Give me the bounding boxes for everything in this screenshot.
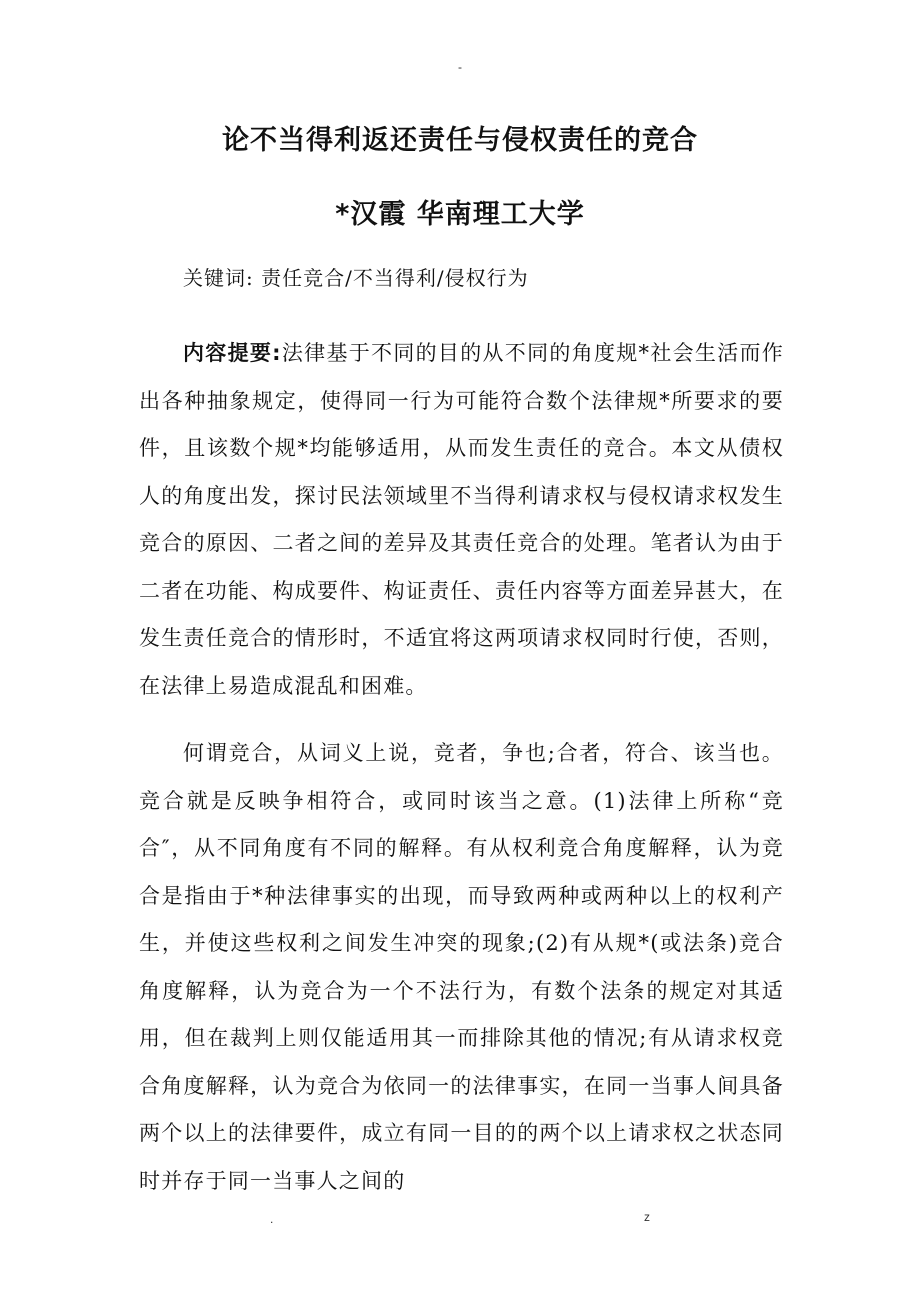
abstract-paragraph [139, 330, 784, 710]
header-mark: - [458, 60, 462, 74]
body-paragraph: 何谓竞合，从词义上说，竞者，争也;合者，符合、该当也。竞合就是反映争相符合，或同时该当之意。(1)法律上所称“竞合″，从不同角度有不同的解释。有从权利竞合角度解释，认为竞合是指由于*种法律事实的出现，而导致两种或两种以上的权利产生，并使这些权利之间发生冲突的现象;(2)有从规*(或法条)竞合角度解释，认为竞合为一个不法行为，有数个法条的规定对其适用，但在裁判上则仅能适用其一而排除其他的情况;有从请求权竞合角度解释，认为竞合为依同一的法律事实，在同一当事人间具备两个以上的法律要件，成立有同一目的的两个以上请求权之状态同时并存于同一当事人之间的 [139, 741, 784, 1193]
keywords-line [183, 262, 529, 291]
footer-right-mark: z [644, 1210, 650, 1224]
abstract-label: 内容提要: [183, 341, 282, 365]
abstract-text: 法律基于不同的目的从不同的角度规*社会生活而作出各种抽象规定，使得同一行为可能符合数个法律规*所要求的要件，且该数个规*均能够适用，从而发生责任的竞合。本文从债权人的角度出发，探讨民法领域里不当得利请求权与侵权请求权发生竞合的原因、二者之间的差异及其责任竞合的处理。笔者认为由于二者在功能、构成要件、构证责任、责任内容等方面差异甚大，在发生责任竞合的情形时，不适宜将这两项请求权同时行使，否则，在法律上易造成混乱和困难。 [139, 341, 784, 698]
document-title: 论不当得利返还责任与侵权责任的竞合 [222, 125, 698, 156]
footer-left-mark: . [270, 1212, 274, 1226]
keywords-label: 关键词: [183, 266, 254, 290]
author-line: *汉霞 华南理工大学 [335, 199, 585, 230]
keywords-value: 责任竞合/不当得利/侵权行为 [261, 266, 529, 290]
